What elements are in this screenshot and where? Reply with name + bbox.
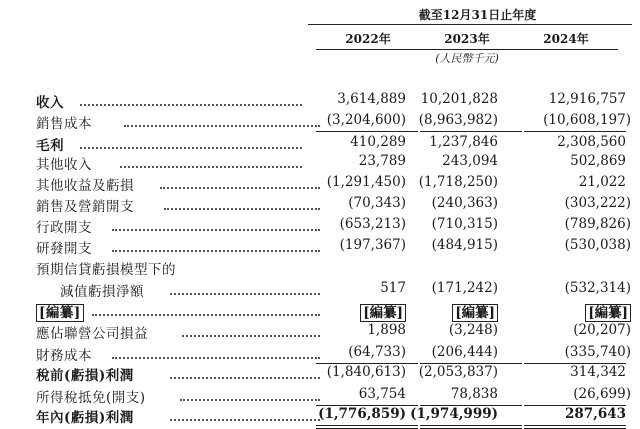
cell-value: (530,038)	[564, 237, 631, 253]
cell-value: 243,094	[442, 153, 498, 169]
cell-value: (653,213)	[339, 216, 406, 232]
total-double-rule	[420, 425, 522, 429]
subtotal-rule	[524, 131, 626, 132]
leader-dots	[120, 166, 302, 168]
cell-value: 3,614,889	[337, 91, 406, 107]
redacted-marker: [編纂]	[585, 304, 631, 322]
row-label-cost-of-sales: 銷售成本	[36, 116, 92, 132]
cell-value: (3,248)	[448, 322, 498, 338]
cell-value: 314,342	[570, 364, 626, 380]
row-label-redacted	[36, 301, 84, 321]
cell-value: (532,314)	[564, 280, 631, 296]
cell-value: (1,776,859)	[318, 406, 406, 422]
row-label-finance-costs: 財務成本	[36, 348, 92, 364]
leader-dots	[92, 314, 320, 316]
cell-value: (197,367)	[339, 237, 406, 253]
cell-value: (2,053,837)	[418, 364, 498, 380]
period-underline	[308, 24, 632, 25]
row-label-net-profit: 年內(虧損)利潤	[36, 410, 134, 426]
year-header-2022: 2022年	[316, 30, 420, 50]
leader-dots	[80, 104, 302, 106]
year-header-2023: 2023年	[415, 30, 519, 50]
row-label-selling-expenses: 銷售及營銷開支	[36, 199, 134, 215]
cell-value: (10,608,197)	[543, 112, 631, 128]
leader-dots	[112, 357, 320, 359]
year-header-2024: 2024年	[514, 30, 618, 50]
row-label-other-gains-losses: 其他收益及虧損	[36, 178, 134, 194]
cell-value: (303,222)	[564, 195, 631, 211]
cell-value: (1,974,999)	[410, 406, 498, 422]
cell-value: (171,242)	[431, 280, 498, 296]
cell-value: 63,754	[358, 386, 406, 402]
leader-dots	[124, 125, 320, 127]
redacted-marker: [編纂]	[360, 304, 406, 322]
cell-value: (20,207)	[573, 322, 631, 338]
cell-value: 410,289	[350, 134, 406, 150]
cell-value: (1,840,613)	[326, 364, 406, 380]
cell-value: (484,915)	[431, 237, 498, 253]
redacted-marker: [編纂]	[452, 304, 498, 322]
cell-value: (1,291,450)	[326, 174, 406, 190]
row-label-share-of-associates: 應佔聯營公司損益	[36, 326, 148, 342]
leader-dots	[112, 229, 320, 231]
cell-value: 10,201,828	[420, 91, 498, 107]
row-label-revenue: 收入	[36, 95, 64, 111]
cell-value: (240,363)	[431, 195, 498, 211]
cell-value	[388, 301, 498, 321]
cell-value: 23,789	[358, 153, 406, 169]
cell-value: (206,444)	[431, 344, 498, 360]
row-label-rd-expenses: 研發開支	[36, 241, 92, 257]
cell-value: 12,916,757	[548, 91, 626, 107]
cell-value: 1,237,846	[429, 134, 498, 150]
cell-value: 517	[380, 280, 406, 296]
cell-value: (335,740)	[564, 344, 631, 360]
subtotal-rule	[316, 131, 418, 132]
row-label-ecl-impairment: 減值虧損淨額	[60, 284, 144, 300]
cell-value: (789,826)	[564, 216, 631, 232]
cell-value: 21,022	[578, 174, 626, 190]
row-label-ecl-line1: 預期信貸虧損模型下的	[36, 262, 176, 278]
cell-value: (710,315)	[431, 216, 498, 232]
row-label-income-tax: 所得稅抵免(開支)	[36, 390, 146, 406]
cell-value: 2,308,560	[557, 134, 626, 150]
subtotal-rule	[420, 131, 522, 132]
cell-value: 502,869	[570, 153, 626, 169]
total-double-rule	[316, 425, 418, 429]
row-label-admin-expenses: 行政開支	[36, 220, 92, 236]
cell-value: (1,718,250)	[418, 174, 498, 190]
total-double-rule	[524, 425, 626, 429]
cell-value: (70,343)	[348, 195, 406, 211]
row-label-pretax-profit: 稅前(虧損)利潤	[36, 368, 134, 384]
redacted-marker: [編纂]	[36, 304, 84, 322]
cell-value: (64,733)	[348, 344, 406, 360]
row-label-gross-profit: 毛利	[36, 138, 64, 154]
cell-value: (26,699)	[573, 386, 631, 402]
leader-dots	[80, 147, 302, 149]
cell-value: 287,643	[564, 406, 626, 422]
leader-dots	[112, 250, 320, 252]
period-title: 截至12月31日止年度	[418, 8, 537, 22]
cell-value: 78,838	[450, 386, 498, 402]
cell-value: (8,963,982)	[418, 112, 498, 128]
cell-value: 1,898	[367, 322, 406, 338]
cell-value: (3,204,600)	[326, 112, 406, 128]
row-label-other-income: 其他收入	[36, 157, 92, 173]
unit-label: (人民幣千元)	[435, 52, 499, 65]
cell-value	[521, 301, 631, 321]
